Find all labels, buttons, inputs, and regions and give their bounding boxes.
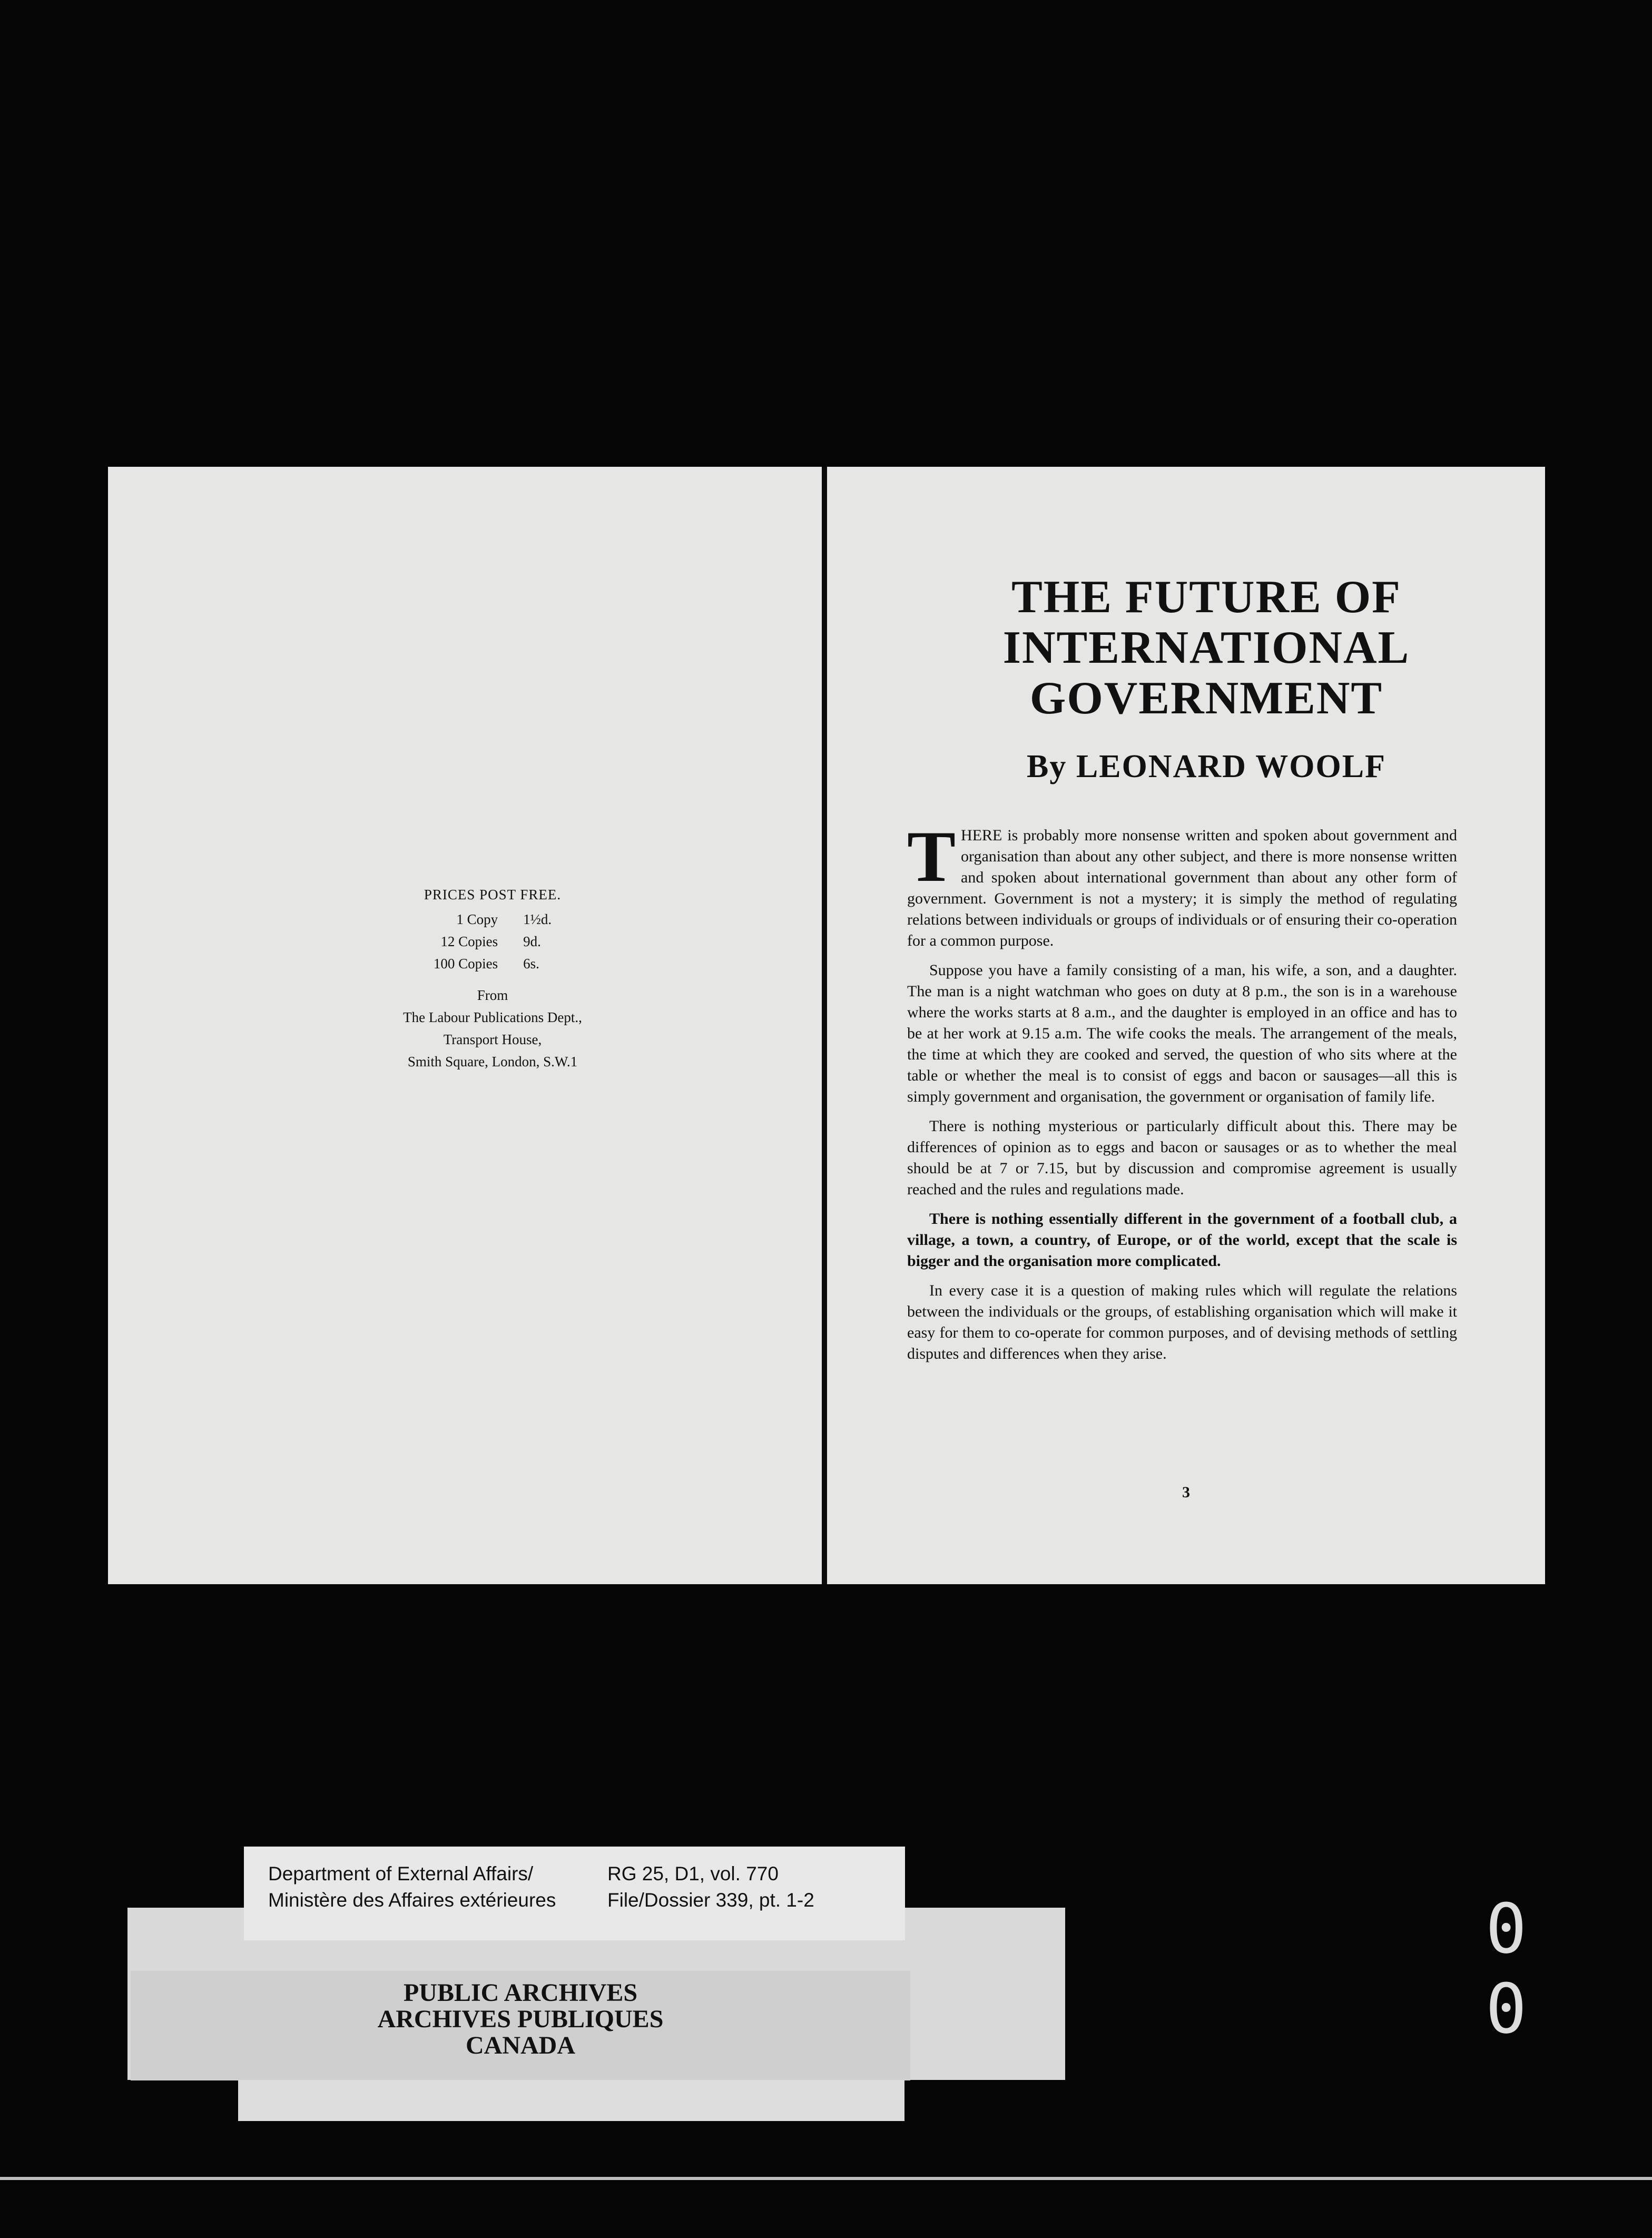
file-reference: File/Dossier 339, pt. 1-2 — [607, 1889, 814, 1911]
left-page — [108, 467, 823, 1584]
address-line: Transport House, — [443, 1032, 542, 1047]
archive-stamp — [131, 1980, 910, 2059]
title-line: INTERNATIONAL — [1002, 622, 1410, 673]
price-row — [421, 908, 564, 930]
paragraph: Suppose you have a family consisting of a man, his wife, a son, and a daughter. The man is a night watchman who goes on duty at 8 p.m., the son is in a warehouse where the works starts at 8 a.m., and the daughter is employed in an office and has to be at her work at 9.15 a.m. The wife cooks the meals. The arrangement of the meals, the time at which they are cooked and served, the question of who sits where at the table or whether the meal is to consist of eggs and bacon or sausages—all this is simply government and organisation, the government or organisation of family life. — [907, 961, 1457, 1105]
right-page — [827, 467, 1545, 1584]
dept-french: Ministère des Affaires extérieures — [268, 1889, 556, 1911]
frame-counter: 0 0 — [1486, 1889, 1585, 2049]
price-table — [421, 908, 564, 975]
film-edge — [0, 2177, 1652, 2180]
price-value: 1½d. — [523, 911, 552, 927]
byline: By LEONARD WOOLF — [1027, 749, 1386, 784]
price-value: 9d. — [523, 934, 541, 949]
title-line: GOVERNMENT — [1029, 673, 1383, 724]
dept-english: Department of External Affairs/ — [268, 1863, 534, 1884]
paragraph: In every case it is a question of making rules which will regulate the relations between the individuals or the groups, of establishing organisation which will make it easy for them to co-operate for common purposes, and of devising methods of settling disputes and differences when they arise. — [907, 1282, 1457, 1362]
archive-label-bottom — [238, 2080, 904, 2121]
archive-line: CANADA — [466, 2031, 575, 2059]
address-line: Smith Square, London, S.W.1 — [407, 1054, 578, 1069]
article-title — [969, 572, 1443, 724]
drop-cap: T — [907, 816, 956, 897]
price-value: 6s. — [523, 956, 539, 971]
reference-label — [244, 1847, 905, 1940]
price-qty: 12 Copies — [440, 934, 498, 949]
article-body — [907, 816, 1457, 1373]
price-row — [421, 930, 564, 953]
address-line: The Labour Publications Dept., — [403, 1009, 582, 1025]
archive-line: PUBLIC ARCHIVES — [403, 1979, 638, 2007]
price-qty: 100 Copies — [433, 956, 498, 971]
price-list — [382, 883, 603, 1073]
paragraph-bold: There is nothing essentially different in the government of a football club, a village, a town, a country, of Europe, or of the world, except that the scale is bigger and the organisation more complicated. — [907, 1210, 1457, 1270]
address-line: From — [477, 987, 508, 1003]
paragraph-text: HERE is probably more nonsense written and spoken about government and organisation than about any other subject, and there is more nonsense written and spoken about international government than about any other form of government. Government is not a mystery; it is simply the method of regulating relations between individuals or groups of individuals or of ensuring their co-operation for a common purpose. — [907, 827, 1457, 949]
record-group: RG 25, D1, vol. 770 — [607, 1863, 779, 1884]
page-number: 3 — [1182, 1484, 1190, 1501]
archive-line: ARCHIVES PUBLIQUES — [377, 2005, 664, 2033]
publisher-address — [382, 984, 603, 1073]
paragraph: There is nothing mysterious or particularly difficult about this. There may be differences of opinion as to eggs and bacon or sausages or as to whether the meal should be at 7 or 7.15, but by discussion and compromise agreement is usually reached and the rules and regulations made. — [907, 1117, 1457, 1198]
title-line: THE FUTURE OF — [1011, 572, 1401, 623]
price-qty: 1 Copy — [456, 911, 498, 927]
price-row — [421, 953, 564, 975]
prices-heading: PRICES POST FREE. — [424, 887, 562, 902]
paragraph — [907, 816, 1457, 951]
